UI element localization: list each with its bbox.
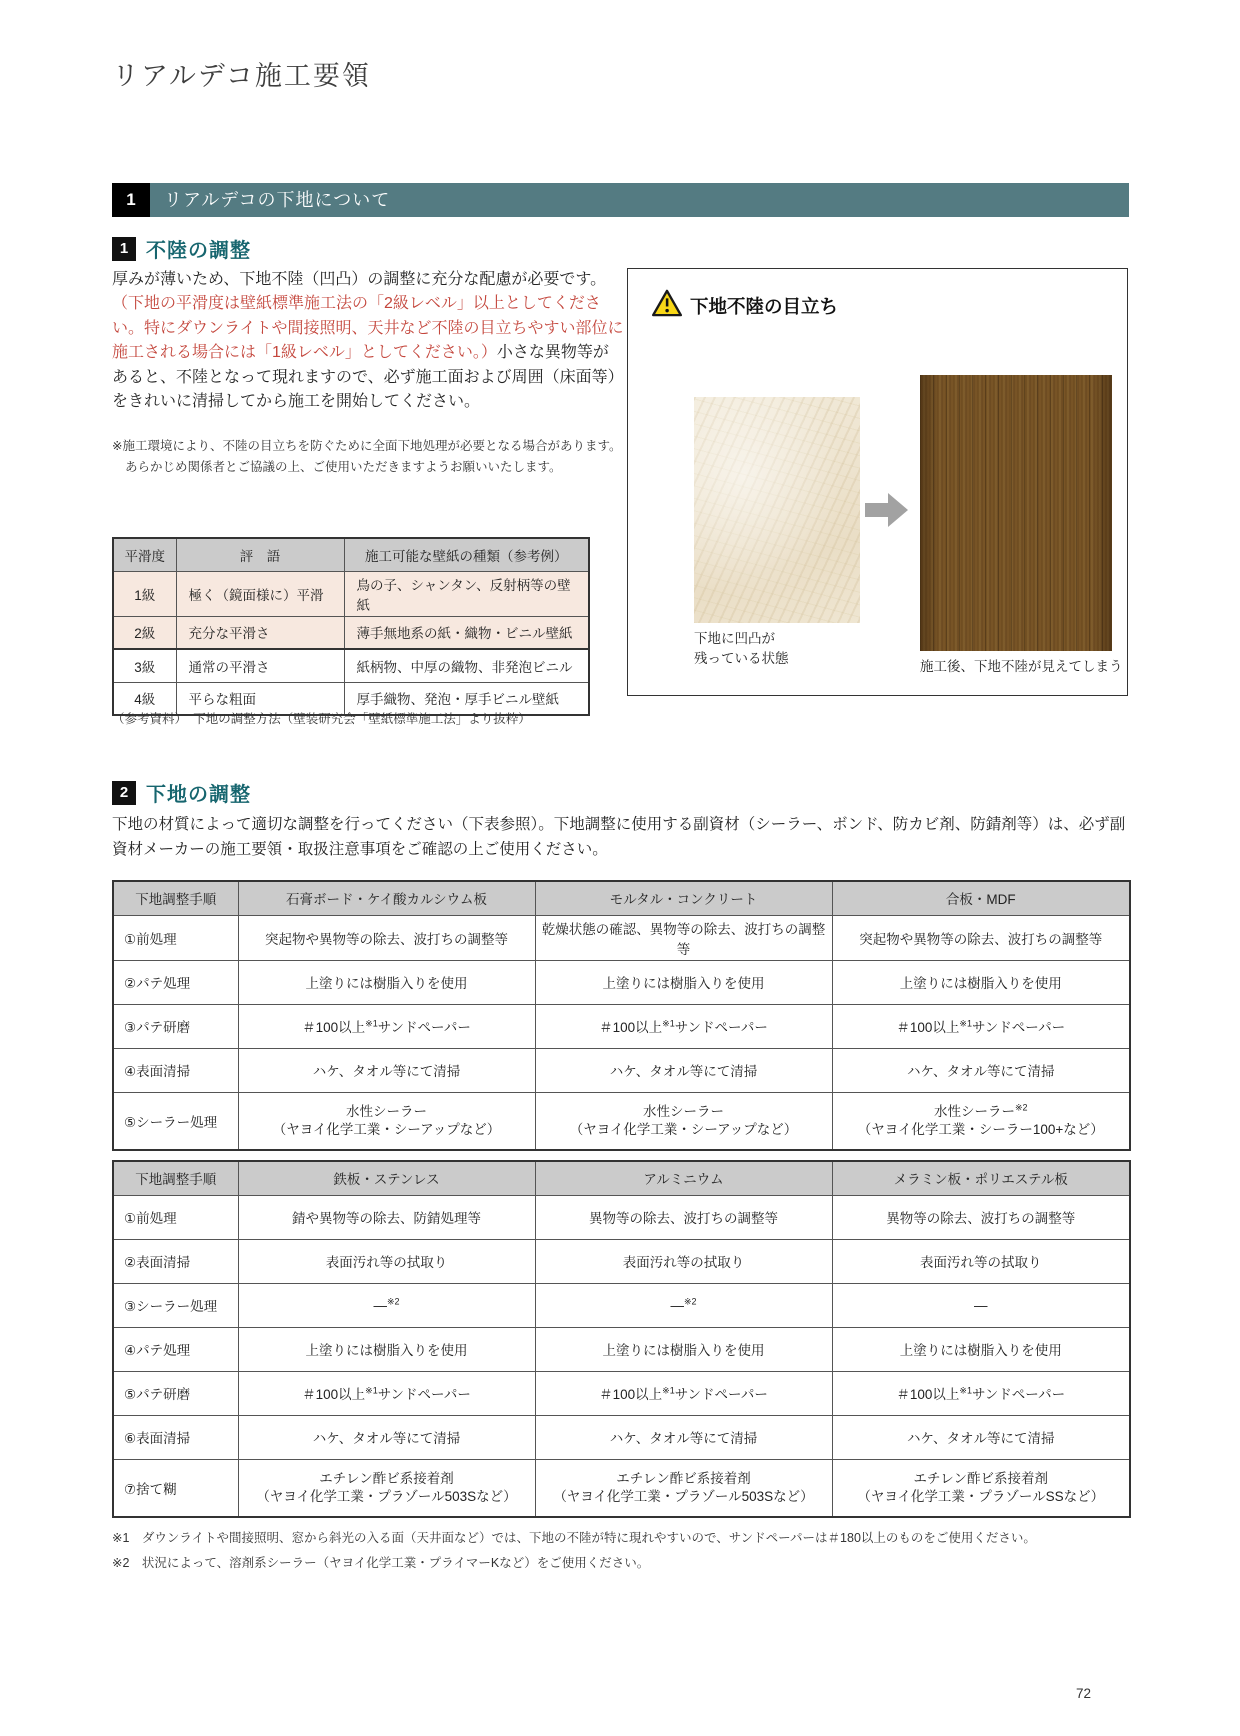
body-paragraph bbox=[112, 268, 624, 415]
footnote-2: ※2 状況によって、溶剤系シーラー（ヤヨイ化学工業・プライマーKなど）をご使用ください。 bbox=[112, 1556, 650, 1570]
table-cell bbox=[535, 1092, 832, 1150]
table-header-cell: 合板・MDF bbox=[832, 881, 1130, 915]
footnote-marker: ※1 bbox=[959, 1018, 972, 1029]
table-cell: 4級 bbox=[113, 682, 176, 715]
section-header bbox=[112, 183, 1129, 217]
table-cell bbox=[238, 1092, 535, 1150]
table-cell-text: （ヤヨイ化学工業・プラゾール503Sなど） bbox=[553, 1488, 814, 1504]
table-cell: 平らな粗面 bbox=[176, 682, 344, 715]
subsection-heading-1 bbox=[112, 234, 251, 263]
table-row bbox=[113, 960, 1130, 1004]
table-row bbox=[113, 1327, 1130, 1371]
footnote-marker: ※1 bbox=[959, 1385, 972, 1396]
table-cell-text: ＃100以上 bbox=[302, 1387, 366, 1402]
table-cell bbox=[535, 1283, 832, 1327]
table-cell bbox=[238, 1004, 535, 1048]
table-cell-text: 水性シーラー bbox=[346, 1103, 427, 1119]
table-row bbox=[113, 1048, 1130, 1092]
table-cell: ①前処理 bbox=[113, 1195, 238, 1239]
table-cell-text: サンドペーパー bbox=[674, 1387, 768, 1402]
body-text: 小さな異物等があると、不陸となって現れますので、必ず施工面および周囲（床面等）をきれいに清掃してから施工を開始してください。 bbox=[112, 344, 624, 411]
table-cell: ⑦捨て糊 bbox=[113, 1459, 238, 1517]
note-line: ※施工環境により、不陸の目立ちを防ぐために全面下地処理が必要となる場合があります。 bbox=[112, 439, 622, 453]
table-row bbox=[113, 1239, 1130, 1283]
table-header-row bbox=[113, 881, 1130, 915]
arrow-right-icon bbox=[865, 490, 909, 535]
table-cell bbox=[832, 1004, 1130, 1048]
table-header-cell: 鉄板・ステンレス bbox=[238, 1161, 535, 1195]
page-title: リアルデコ施工要領 bbox=[112, 61, 371, 91]
footnote-marker: ※2 bbox=[1014, 1102, 1028, 1113]
table-cell: ハケ、タオル等にて清掃 bbox=[832, 1048, 1130, 1092]
table-cell: 鳥の子、シャンタン、反射柄等の壁紙 bbox=[344, 571, 589, 616]
footnote-marker: ※1 bbox=[365, 1018, 378, 1029]
table-cell: 突起物や異物等の除去、波打ちの調整等 bbox=[238, 915, 535, 960]
table-cell-text: ＃100以上 bbox=[896, 1387, 960, 1402]
table-cell: 異物等の除去、波打ちの調整等 bbox=[832, 1195, 1130, 1239]
table-cell-text: エチレン酢ビ系接着剤 bbox=[913, 1470, 1048, 1486]
table-cell-text: ＃100以上 bbox=[302, 1020, 366, 1035]
table-cell bbox=[535, 1459, 832, 1517]
table-row bbox=[113, 616, 589, 649]
table-header-cell: 施工可能な壁紙の種類（参考例） bbox=[344, 538, 589, 571]
table-cell: 厚手織物、発泡・厚手ビニル壁紙 bbox=[344, 682, 589, 715]
table-cell: 上塗りには樹脂入りを使用 bbox=[238, 1327, 535, 1371]
footnote-marker: ※2 bbox=[386, 1296, 400, 1306]
table-cell-text: エチレン酢ビ系接着剤 bbox=[616, 1470, 751, 1486]
table-cell: ⑤シーラー処理 bbox=[113, 1092, 238, 1150]
substrate-unevenness-box bbox=[627, 268, 1128, 696]
table-cell: 突起物や異物等の除去、波打ちの調整等 bbox=[832, 915, 1130, 960]
table-cell: ハケ、タオル等にて清掃 bbox=[238, 1415, 535, 1459]
footnote-marker: ※1 bbox=[365, 1385, 378, 1396]
table-cell bbox=[535, 1371, 832, 1415]
table-cell: 3級 bbox=[113, 649, 176, 682]
table-cell-text: サンドペーパー bbox=[674, 1020, 768, 1035]
table-cell-text: （ヤヨイ化学工業・シーアップなど） bbox=[569, 1121, 798, 1137]
table-cell-text: 水性シーラー bbox=[933, 1103, 1015, 1119]
table-header-cell: メラミン板・ポリエステル板 bbox=[832, 1161, 1130, 1195]
subsection-number-badge: 1 bbox=[112, 237, 136, 261]
table-row bbox=[113, 1092, 1130, 1150]
footnote-marker: ※1 bbox=[662, 1018, 675, 1029]
table-cell: 上塗りには樹脂入りを使用 bbox=[535, 960, 832, 1004]
table-cell: ③パテ研磨 bbox=[113, 1004, 238, 1048]
table-cell-text: サンドペーパー bbox=[377, 1387, 471, 1402]
table-cell: ②パテ処理 bbox=[113, 960, 238, 1004]
caption-line: 残っている状態 bbox=[694, 651, 789, 667]
reference-note: （参考資料） 下地の調整方法（壁装研究会「壁紙標準施工法」より抜粋） bbox=[112, 712, 531, 726]
table-header-cell: 下地調整手順 bbox=[113, 1161, 238, 1195]
table-header-cell: 評 語 bbox=[176, 538, 344, 571]
table-cell bbox=[832, 1092, 1130, 1150]
table-cell: 充分な平滑さ bbox=[176, 616, 344, 649]
table-cell-text: — bbox=[670, 1297, 684, 1313]
table-cell: ①前処理 bbox=[113, 915, 238, 960]
table-cell-text: ＃100以上 bbox=[896, 1020, 960, 1035]
caption-line: 下地に凹凸が bbox=[694, 631, 775, 646]
table-cell-text: — bbox=[974, 1297, 988, 1313]
table-cell: ③シーラー処理 bbox=[113, 1283, 238, 1327]
table-cell: ハケ、タオル等にて清掃 bbox=[535, 1048, 832, 1092]
table-cell: 上塗りには樹脂入りを使用 bbox=[832, 960, 1130, 1004]
warning-icon bbox=[652, 289, 682, 322]
after-image bbox=[920, 375, 1112, 651]
table-cell-text: ＃100以上 bbox=[599, 1020, 663, 1035]
before-image bbox=[694, 397, 860, 623]
table-row bbox=[113, 1195, 1130, 1239]
table-cell bbox=[832, 1371, 1130, 1415]
image-caption-before bbox=[694, 629, 789, 670]
table-cell: 表面汚れ等の拭取り bbox=[832, 1239, 1130, 1283]
table-cell bbox=[238, 1459, 535, 1517]
table-cell-text: サンドペーパー bbox=[377, 1020, 471, 1035]
table-cell: ④表面清掃 bbox=[113, 1048, 238, 1092]
table-header-row bbox=[113, 1161, 1130, 1195]
table-cell: ハケ、タオル等にて清掃 bbox=[832, 1415, 1130, 1459]
table-row bbox=[113, 571, 589, 616]
table-cell bbox=[832, 1459, 1130, 1517]
table-cell-text: ＃100以上 bbox=[599, 1387, 663, 1402]
table-cell-text: 水性シーラー bbox=[643, 1103, 724, 1119]
table-cell-text: （ヤヨイ化学工業・シーアップなど） bbox=[272, 1121, 501, 1137]
table-cell-text: エチレン酢ビ系接着剤 bbox=[319, 1470, 454, 1486]
body-paragraph: 下地の材質によって適切な調整を行ってください（下表参照）。下地調整に使用する副資材（シーラー、ボンド、防カビ剤、防錆剤等）は、必ず副資材メーカーの施工要領・取扱注意事項をご確認の上ご使用ください。 bbox=[112, 816, 1126, 858]
table-header-cell: アルミニウム bbox=[535, 1161, 832, 1195]
page-number: 72 bbox=[1076, 1686, 1092, 1701]
caution-text: （下地の平滑度は壁紙標準施工法の「2級レベル」以上としてください。特にダウンライトや間接照明、天井など不陸の目立ちやすい部位に施工される場合には「1級レベル」としてください。） bbox=[112, 295, 624, 362]
table-row bbox=[113, 1459, 1130, 1517]
substrate-table-a bbox=[112, 880, 1131, 1151]
table-header-cell: 平滑度 bbox=[113, 538, 176, 571]
table-cell: 上塗りには樹脂入りを使用 bbox=[535, 1327, 832, 1371]
table-cell-text: （ヤヨイ化学工業・シーラー100+など） bbox=[857, 1121, 1104, 1137]
table-cell: ②表面清掃 bbox=[113, 1239, 238, 1283]
box-title-text: 下地不陸の目立ち bbox=[690, 295, 839, 317]
table-cell: 2級 bbox=[113, 616, 176, 649]
table-cell: ハケ、タオル等にて清掃 bbox=[535, 1415, 832, 1459]
image-caption-after: 施工後、下地不陸が見えてしまう bbox=[920, 659, 1123, 674]
table-cell-text: サンドペーパー bbox=[971, 1020, 1066, 1035]
table-row bbox=[113, 1004, 1130, 1048]
smoothness-table bbox=[112, 537, 590, 716]
table-cell: 上塗りには樹脂入りを使用 bbox=[832, 1327, 1130, 1371]
table-cell: 1級 bbox=[113, 571, 176, 616]
subsection-heading-2 bbox=[112, 778, 251, 807]
table-row bbox=[113, 649, 589, 682]
table-row bbox=[113, 1371, 1130, 1415]
table-header-cell: モルタル・コンクリート bbox=[535, 881, 832, 915]
footnote-marker: ※2 bbox=[683, 1296, 697, 1306]
table-cell: 異物等の除去、波打ちの調整等 bbox=[535, 1195, 832, 1239]
table-cell: 上塗りには樹脂入りを使用 bbox=[238, 960, 535, 1004]
table-cell bbox=[238, 1371, 535, 1415]
subsection-number-badge: 2 bbox=[112, 781, 136, 805]
table-cell: 表面汚れ等の拭取り bbox=[535, 1239, 832, 1283]
footnote-1: ※1 ダウンライトや間接照明、窓から斜光の入る面（天井面など）では、下地の不陸が特に現れやすいので、サンドペーパーは＃180以上のものをご使用ください。 bbox=[112, 1531, 1036, 1545]
section-title: リアルデコの下地について bbox=[150, 183, 1129, 217]
substrate-table-b bbox=[112, 1160, 1131, 1518]
footnote-marker: ※1 bbox=[662, 1385, 675, 1396]
table-header-cell: 下地調整手順 bbox=[113, 881, 238, 915]
table-row bbox=[113, 1415, 1130, 1459]
section-number-badge: 1 bbox=[112, 183, 150, 217]
table-cell: 極く（鏡面様に）平滑 bbox=[176, 571, 344, 616]
table-cell-text: （ヤヨイ化学工業・プラゾールSSなど） bbox=[857, 1488, 1105, 1504]
table-header-row bbox=[113, 538, 589, 571]
table-cell: 紙柄物、中厚の織物、非発泡ビニル bbox=[344, 649, 589, 682]
subsection-title: 下地の調整 bbox=[146, 784, 251, 806]
table-cell bbox=[238, 1283, 535, 1327]
table-header-cell: 石膏ボード・ケイ酸カルシウム板 bbox=[238, 881, 535, 915]
table-cell: 表面汚れ等の拭取り bbox=[238, 1239, 535, 1283]
table-cell: ④パテ処理 bbox=[113, 1327, 238, 1371]
subsection-title: 不陸の調整 bbox=[146, 240, 251, 262]
table-cell: ハケ、タオル等にて清掃 bbox=[238, 1048, 535, 1092]
table-cell: 薄手無地系の紙・織物・ビニル壁紙 bbox=[344, 616, 589, 649]
body-text: 厚みが薄いため、下地不陸（凹凸）の調整に充分な配慮が必要です。 bbox=[112, 271, 607, 288]
table-cell bbox=[832, 1283, 1130, 1327]
table-cell: 通常の平滑さ bbox=[176, 649, 344, 682]
table-cell-text: （ヤヨイ化学工業・プラゾール503Sなど） bbox=[256, 1488, 517, 1504]
table-cell: 乾燥状態の確認、異物等の除去、波打ちの調整等 bbox=[535, 915, 832, 960]
table-cell-text: サンドペーパー bbox=[971, 1387, 1066, 1402]
table-row bbox=[113, 915, 1130, 960]
table-row bbox=[113, 1283, 1130, 1327]
note-text bbox=[112, 436, 621, 477]
box-title bbox=[652, 289, 838, 322]
table-cell: 錆や異物等の除去、防錆処理等 bbox=[238, 1195, 535, 1239]
table-cell-text: — bbox=[373, 1297, 387, 1313]
table-cell: ⑥表面清掃 bbox=[113, 1415, 238, 1459]
table-cell bbox=[535, 1004, 832, 1048]
note-line: あらかじめ関係者とご協議の上、ご使用いただきますようお願いいたします。 bbox=[125, 459, 562, 474]
table-cell: ⑤パテ研磨 bbox=[113, 1371, 238, 1415]
